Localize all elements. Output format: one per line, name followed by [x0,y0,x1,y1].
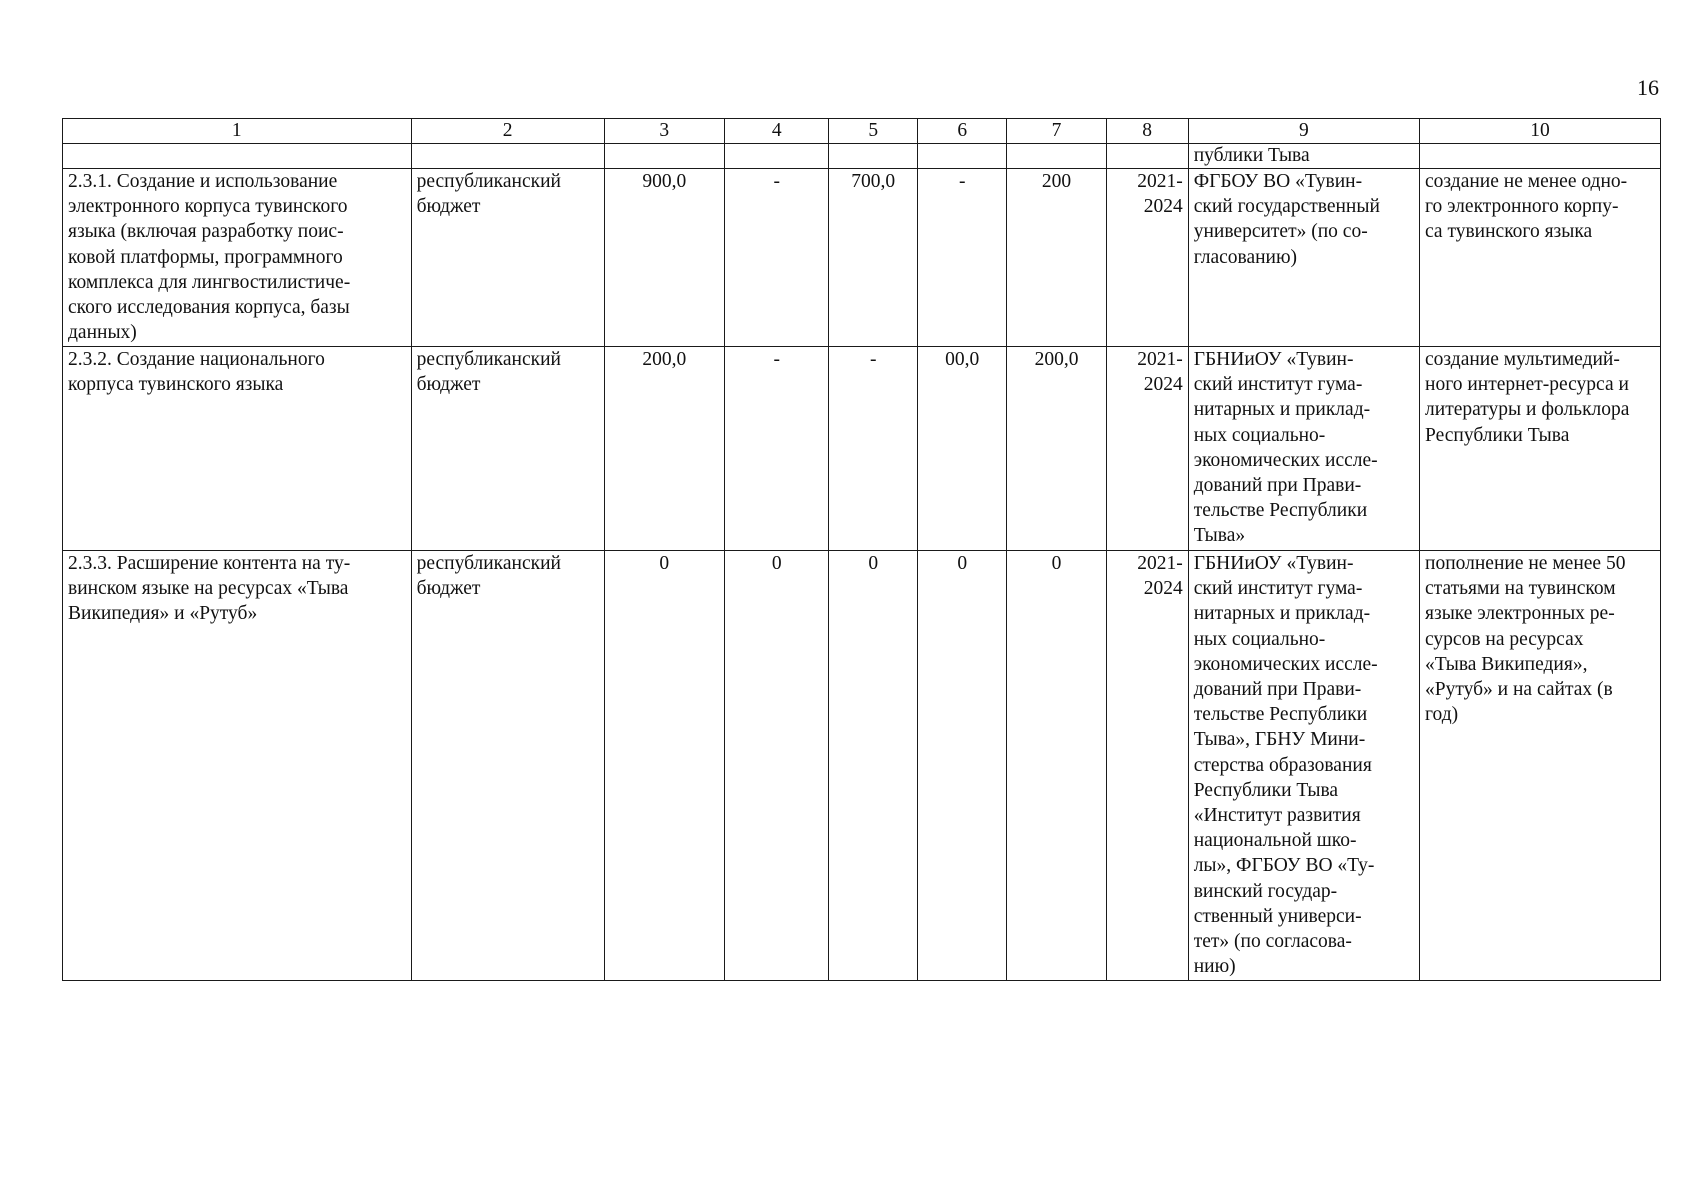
result-cell: создание не менее одно- го электронного корпу- са тувинского языка [1420,169,1661,347]
column-numbers-row [63,119,1661,144]
table-cell [917,144,1007,169]
year-amount-cell: 0 [1007,551,1106,981]
table-row [63,347,1661,551]
table-cell [1106,144,1188,169]
year-amount-cell: 0 [725,551,829,981]
executor-cell: ФГБОУ ВО «Тувин- ский государственный университет» (по со- гласованию) [1188,169,1419,347]
column-number: 5 [829,119,917,144]
column-number: 4 [725,119,829,144]
year-amount-cell: 0 [917,551,1007,981]
period-cell: 2021- 2024 [1106,347,1188,551]
year-amount-cell: 700,0 [829,169,917,347]
period-cell: 2021- 2024 [1106,551,1188,981]
table-cell [1007,144,1106,169]
year-amount-cell: 200,0 [1007,347,1106,551]
column-number: 7 [1007,119,1106,144]
table-cell [1420,144,1661,169]
column-number: 10 [1420,119,1661,144]
total-amount-cell: 200,0 [604,347,724,551]
total-amount-cell: 900,0 [604,169,724,347]
program-activities-table [62,118,1661,981]
activity-name-cell: 2.3.1. Создание и использование электронного корпуса тувинского языка (включая разработку поис- ковой платформы, программного комплекса для лингвостилистиче- ского исследования корпуса, базы данных) [63,169,412,347]
page-number: 16 [1637,75,1659,100]
table-cell [829,144,917,169]
executor-cell: ГБНИиОУ «Тувин- ский институт гума- нитарных и приклад- ных социально- экономических иссле- дований при Прави- тельстве Республики Тыва», ГБНУ Мини- стерства образования Республики Тыва «Институт развития национальной шко- лы», ФГБОУ ВО «Ту- винский государ- ственный универси- тет» (по согласова- нию) [1188,551,1419,981]
table-cell [411,144,604,169]
table-row [63,551,1661,981]
funding-source-cell: республиканский бюджет [411,551,604,981]
executor-cell: ГБНИиОУ «Тувин- ский институт гума- нитарных и приклад- ных социально- экономических иссле- дований при Прави- тельстве Республики Тыва» [1188,347,1419,551]
column-number: 6 [917,119,1007,144]
total-amount-cell: 0 [604,551,724,981]
year-amount-cell: 0 [829,551,917,981]
table-cell [604,144,724,169]
column-number: 9 [1188,119,1419,144]
executor-cell: публики Тыва [1188,144,1419,169]
table-cell [63,144,412,169]
column-number: 1 [63,119,412,144]
period-cell: 2021- 2024 [1106,169,1188,347]
year-amount-cell: 00,0 [917,347,1007,551]
activity-name-cell: 2.3.2. Создание национального корпуса тувинского языка [63,347,412,551]
activity-name-cell: 2.3.3. Расширение контента на ту- винском языке на ресурсах «Тыва Википедия» и «Рутуб» [63,551,412,981]
year-amount-cell: - [725,169,829,347]
year-amount-cell: - [829,347,917,551]
continuation-row [63,144,1661,169]
result-cell: создание мультимедий- ного интернет-ресурса и литературы и фольклора Республики Тыва [1420,347,1661,551]
result-cell: пополнение не менее 50 статьями на тувинском языке электронных ре- сурсов на ресурсах «Тыва Википедия», «Рутуб» и на сайтах (в год) [1420,551,1661,981]
column-number: 3 [604,119,724,144]
year-amount-cell: - [917,169,1007,347]
column-number: 8 [1106,119,1188,144]
year-amount-cell: - [725,347,829,551]
funding-source-cell: республиканский бюджет [411,169,604,347]
table-cell [725,144,829,169]
year-amount-cell: 200 [1007,169,1106,347]
column-number: 2 [411,119,604,144]
funding-source-cell: республиканский бюджет [411,347,604,551]
table-row [63,169,1661,347]
